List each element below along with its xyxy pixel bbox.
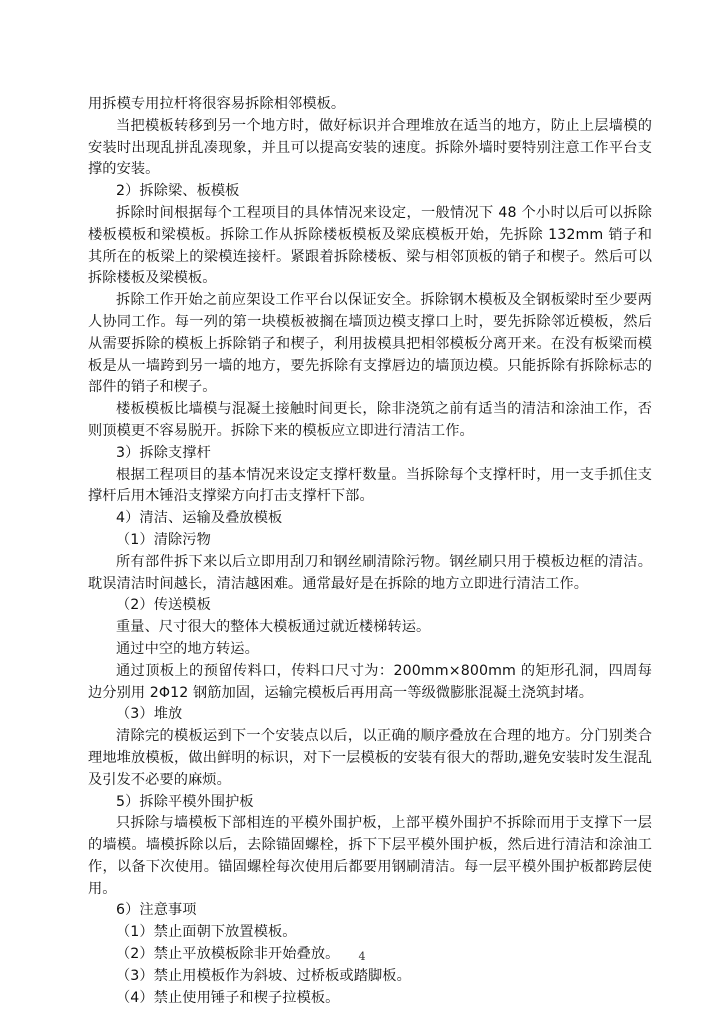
section-heading: 3）拆除支撑杆 — [116, 444, 211, 461]
subsection-heading: （3）堆放 — [116, 706, 183, 723]
subsection-heading: （1）清除污物 — [116, 531, 211, 548]
list-item: （4）禁止使用锤子和楔子拉模板。 — [116, 989, 340, 1006]
list-item: （2）禁止平放模板除非开始叠放。 — [116, 946, 340, 963]
document-body — [88, 94, 652, 1009]
subsection-heading: （2）传送模板 — [116, 597, 211, 614]
section-heading: 5）拆除平模外围护板 — [116, 793, 254, 810]
paragraph: 当把模板转移到另一个地方时，做好标识并合理堆放在适当的地方，防止上层墙模的安装时出现乱拼乱凑现象，并且可以提高安装的速度。拆除外墙时要特别注意工作平台支撑的安装。 — [88, 117, 652, 178]
paragraph: 所有部件拆下来以后立即用刮刀和钢丝刷清除污物。钢丝刷只用于模板边框的清洁。耽误清洁时间越长，清洁越困难。通常最好是在拆除的地方立即进行清洁工作。 — [88, 553, 652, 592]
paragraph: 拆除工作开始之前应架设工作平台以保证安全。拆除钢木模板及全钢板梁时至少要两人协同工作。每一列的第一块模板被搁在墙顶边模支撑口上时，要先拆除邻近模板，然后从需要拆除的模板上拆除销子和楔子，利用拔模具把相邻模板分离开来。在没有板梁而模板是从一墙跨到另一墙的地方，要先拆除有支撑唇边的墙顶边模。只能拆除有拆除标志的部件的销子和楔子。 — [88, 292, 652, 396]
paragraph: 通过中空的地方转运。 — [116, 640, 259, 657]
paragraph: 根据工程项目的基本情况来设定支撑杆数量。当拆除每个支撑杆时，用一支手抓住支撑杆后用木锤沿支撑梁方向打击支撑杆下部。 — [88, 466, 652, 505]
section-heading: 4）清洁、运输及叠放模板 — [116, 510, 283, 527]
list-item: （3）禁止用模板作为斜坡、过桥板或踏脚板。 — [116, 967, 411, 984]
paragraph: 重量、尺寸很大的整体大模板通过就近楼梯转运。 — [116, 619, 431, 636]
paragraph: 用拆模专用拉杆将很容易拆除相邻模板。 — [88, 96, 346, 112]
paragraph: 楼板模板比墙模与混凝土接触时间更长，除非浇筑之前有适当的清洁和涂油工作，否则顶模更不容易脱开。拆除下来的模板应立即进行清洁工作。 — [88, 401, 652, 439]
page-number: 4 — [358, 950, 366, 963]
list-item: （1）禁止面朝下放置模板。 — [116, 924, 297, 941]
section-heading: 6）注意事项 — [116, 902, 197, 919]
paragraph: 清除完的模板运到下一个安装点以后，以正确的顺序叠放在合理的地方。分门别类合理地堆放模板，做出鲜明的标识，对下一层模板的安装有很大的帮助,避免安装时发生混乱及引发不必要的麻烦。 — [88, 728, 652, 788]
paragraph: 拆除时间根据每个工程项目的具体情况来设定，一般情况下 48 个小时以后可以拆除楼板模板和梁模板。拆除工作从拆除楼板模板及梁底模板开始，先拆除 132mm 销子和其所在的板梁上的梁模连接杆。紧跟着拆除楼板、梁与相邻顶板的销子和楔子。然后可以拆除楼板及梁模板。 — [88, 204, 652, 287]
paragraph: 只拆除与墙模板下部相连的平模外围护板，上部平模外围护不拆除而用于支撑下一层的墙模。墙模拆除以后，去除锚固螺栓，拆下下层平模外围护板，然后进行清洁和涂油工作，以备下次使用。锚固螺栓每次使用后都要用钢刷清洁。每一层平模外围护板都跨层使用。 — [88, 815, 652, 897]
section-heading: 2）拆除梁、板模板 — [116, 183, 240, 200]
paragraph: 通过顶板上的预留传料口，传料口尺寸为：200mm×800mm 的矩形孔洞，四周每边分别用 2Φ12 钢筋加固，运输完模板后再用高一等级微膨胀混凝土浇筑封堵。 — [88, 662, 652, 701]
